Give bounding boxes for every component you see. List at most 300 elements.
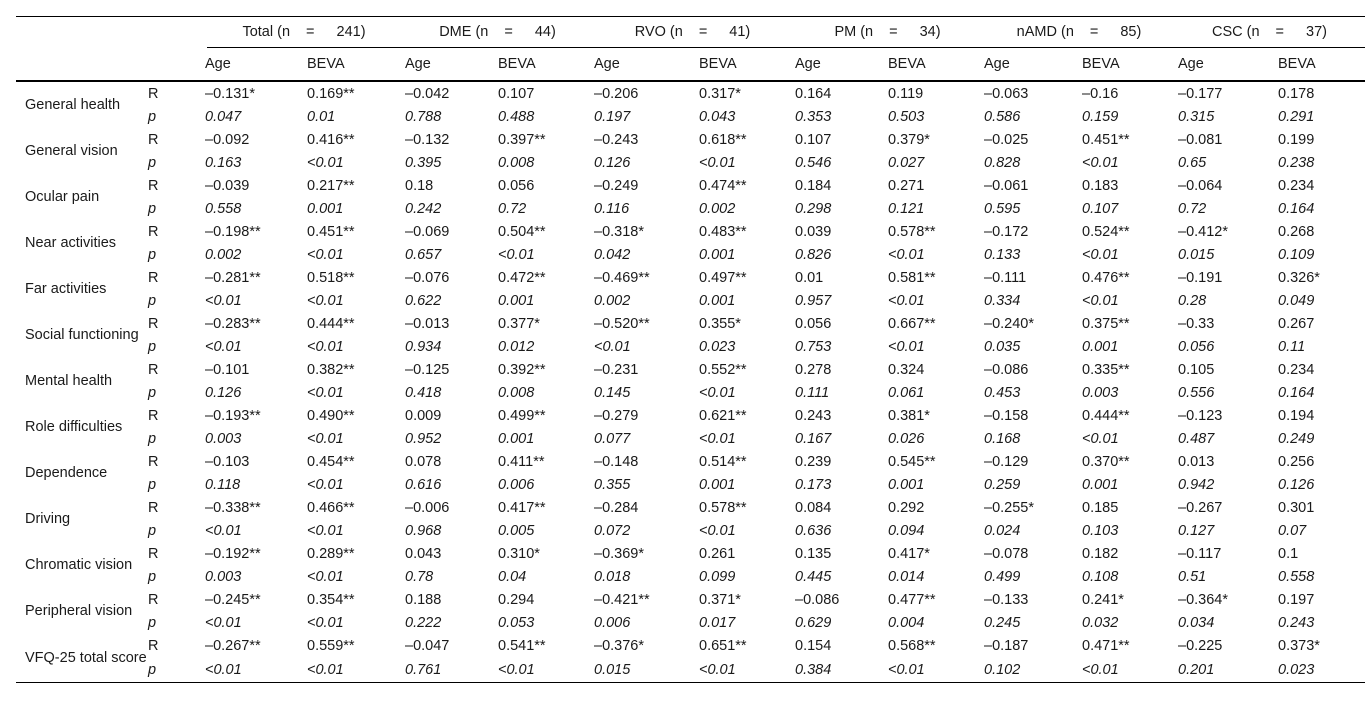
p-value-cell: 0.556: [1178, 384, 1215, 401]
p-value-cell: 0.558: [205, 200, 242, 217]
r-value-cell: 0.184: [795, 177, 832, 194]
p-value-cell: 0.015: [1178, 246, 1215, 263]
beva-column-header: BEVA: [498, 48, 594, 81]
p-value-cell: 0.056: [1178, 338, 1215, 355]
table-row: [16, 657, 1365, 683]
p-value-cell: <0.01: [888, 657, 984, 683]
r-value-cell: –0.086: [984, 361, 1029, 378]
r-value-cell: –0.369*: [594, 545, 644, 562]
stat-label: R: [148, 637, 159, 654]
p-value-cell: 0.622: [405, 292, 442, 309]
p-value-cell: 0.957: [795, 292, 832, 309]
table-row: [16, 611, 1365, 634]
table-row: [16, 312, 1365, 335]
row-label: Mental health: [25, 372, 113, 389]
r-value-cell: 0.499**: [498, 407, 546, 424]
r-value-cell: 0.267: [1278, 315, 1315, 332]
table-row: [16, 588, 1365, 611]
table-row: [16, 174, 1365, 197]
r-value-cell: 0.618**: [699, 131, 747, 148]
r-value-cell: 0.217**: [307, 177, 355, 194]
p-value-cell: 0.164: [1278, 384, 1315, 401]
table-row: [16, 450, 1365, 473]
p-value-cell: 0.109: [1278, 246, 1315, 263]
p-value-cell: 0.395: [405, 154, 442, 171]
r-value-cell: 0.483**: [699, 223, 747, 240]
sub-header-row: [16, 48, 1365, 81]
r-value-cell: 0.354**: [307, 591, 355, 608]
p-value-cell: 0.168: [984, 430, 1021, 447]
p-value-cell: 0.035: [984, 338, 1021, 355]
table-row: [16, 243, 1365, 266]
p-value-cell: 0.315: [1178, 108, 1215, 125]
r-value-cell: –0.187: [984, 637, 1029, 654]
p-value-cell: 0.003: [205, 430, 242, 447]
r-value-cell: 0.056: [498, 177, 535, 194]
p-value-cell: 0.072: [594, 522, 631, 539]
p-value-cell: 0.499: [984, 568, 1021, 585]
r-value-cell: –0.421**: [594, 591, 650, 608]
r-value-cell: –0.283**: [205, 315, 261, 332]
r-value-cell: –0.16: [1082, 85, 1119, 102]
r-value-cell: 0.371*: [699, 591, 741, 608]
group-name: Total (n: [242, 24, 291, 40]
row-label: Chromatic vision: [25, 556, 133, 573]
r-value-cell: 0.621**: [699, 407, 747, 424]
p-value-cell: 0.334: [984, 292, 1021, 309]
r-value-cell: –0.125: [405, 361, 450, 378]
row-label: Role difficulties: [25, 418, 123, 435]
row-label: Dependence: [25, 464, 108, 481]
r-value-cell: 0.013: [1178, 453, 1215, 470]
p-value-cell: 0.001: [1082, 338, 1119, 355]
r-value-cell: –0.081: [1178, 131, 1223, 148]
r-value-cell: 0.078: [405, 453, 442, 470]
p-value-cell: 0.167: [795, 430, 832, 447]
r-value-cell: 0.476**: [1082, 269, 1130, 286]
r-value-cell: 0.243: [795, 407, 832, 424]
p-value-cell: 0.952: [405, 430, 442, 447]
p-value-cell: 0.259: [984, 476, 1021, 493]
p-value-cell: 0.163: [205, 154, 242, 171]
p-value-cell: 0.159: [1082, 108, 1119, 125]
p-value-cell: 0.291: [1278, 108, 1315, 125]
p-value-cell: 0.245: [984, 614, 1021, 631]
p-value-cell: <0.01: [307, 614, 344, 631]
p-value-cell: <0.01: [307, 292, 344, 309]
stat-label: R: [148, 591, 159, 608]
beva-column-header: BEVA: [1278, 48, 1365, 81]
r-value-cell: –0.177: [1178, 85, 1223, 102]
r-value-cell: –0.131*: [205, 85, 255, 102]
r-value-cell: –0.133: [984, 591, 1029, 608]
stat-label: p: [148, 292, 157, 309]
r-value-cell: 0.474**: [699, 177, 747, 194]
r-value-cell: –0.078: [984, 545, 1029, 562]
r-value-cell: –0.086: [795, 591, 840, 608]
r-value-cell: 0.039: [795, 223, 832, 240]
p-value-cell: 0.042: [594, 246, 631, 263]
p-value-cell: <0.01: [1082, 292, 1119, 309]
beva-column-header: BEVA: [699, 48, 795, 81]
r-value-cell: –0.255*: [984, 499, 1034, 516]
p-value-cell: 0.453: [984, 384, 1021, 401]
group-count: 41): [729, 24, 751, 40]
group-name: CSC (n: [1212, 24, 1260, 40]
r-value-cell: –0.132: [405, 131, 450, 148]
r-value-cell: 0.278: [795, 361, 832, 378]
r-value-cell: –0.064: [1178, 177, 1223, 194]
r-value-cell: –0.123: [1178, 407, 1223, 424]
r-value-cell: 0.292: [888, 499, 925, 516]
p-value-cell: 0.103: [1082, 522, 1119, 539]
table-row: [16, 381, 1365, 404]
p-value-cell: 0.72: [1178, 200, 1207, 217]
p-value-cell: 0.121: [888, 200, 925, 217]
r-value-cell: 0.188: [405, 591, 442, 608]
r-value-cell: 0.651**: [699, 637, 747, 654]
r-value-cell: –0.069: [405, 223, 450, 240]
stat-label: R: [148, 545, 159, 562]
p-value-cell: 0.001: [699, 292, 736, 309]
r-value-cell: 0.182: [1082, 545, 1119, 562]
table-row: [16, 197, 1365, 220]
p-value-cell: 0.061: [888, 384, 925, 401]
r-value-cell: 0.451**: [307, 223, 355, 240]
r-value-cell: –0.267**: [205, 637, 261, 654]
p-value-cell: 0.07: [1278, 522, 1307, 539]
r-value-cell: 0.268: [1278, 223, 1315, 240]
row-label: Peripheral vision: [25, 602, 133, 619]
p-value-cell: 0.145: [594, 384, 631, 401]
r-value-cell: –0.013: [405, 315, 450, 332]
r-value-cell: –0.103: [205, 453, 250, 470]
r-value-cell: –0.243: [594, 131, 639, 148]
group-count: 85): [1120, 24, 1142, 40]
group-header: [594, 17, 795, 49]
group-header: [205, 17, 405, 49]
table-body: [16, 81, 1365, 683]
p-value-cell: 0.111: [795, 384, 830, 401]
r-value-cell: 0.135: [795, 545, 832, 562]
r-value-cell: –0.129: [984, 453, 1029, 470]
group-count: 241): [336, 24, 366, 40]
r-value-cell: 0.18: [405, 177, 434, 194]
r-value-cell: –0.231: [594, 361, 639, 378]
r-value-cell: 0.504**: [498, 223, 546, 240]
p-value-cell: <0.01: [1082, 657, 1178, 683]
r-value-cell: 0.301: [1278, 499, 1315, 516]
stat-label: p: [148, 430, 157, 447]
r-value-cell: 0.497**: [699, 269, 747, 286]
row-label: Ocular pain: [25, 188, 100, 205]
r-value-cell: 0.552**: [699, 361, 747, 378]
r-value-cell: 0.392**: [498, 361, 546, 378]
r-value-cell: 0.454**: [307, 453, 355, 470]
r-value-cell: 0.335**: [1082, 361, 1130, 378]
r-value-cell: –0.117: [1178, 545, 1222, 562]
r-value-cell: 0.379*: [888, 131, 930, 148]
r-value-cell: 0.197: [1278, 591, 1315, 608]
r-value-cell: 0.381*: [888, 407, 930, 424]
stat-label: p: [148, 154, 157, 171]
p-value-cell: <0.01: [498, 246, 535, 263]
r-value-cell: –0.047: [405, 637, 450, 654]
beva-column-header: BEVA: [1082, 48, 1178, 81]
row-label: Driving: [25, 510, 71, 527]
group-count: 37): [1306, 24, 1327, 40]
group-header: [405, 17, 594, 49]
p-value-cell: <0.01: [205, 338, 242, 355]
r-value-cell: –0.006: [405, 499, 450, 516]
p-value-cell: 0.047: [205, 108, 242, 125]
p-value-cell: 0.238: [1278, 154, 1315, 171]
p-value-cell: <0.01: [307, 338, 344, 355]
group-equals: =: [306, 24, 315, 40]
p-value-cell: <0.01: [1082, 430, 1119, 447]
p-value-cell: 0.04: [498, 568, 527, 585]
p-value-cell: 0.197: [594, 108, 631, 125]
p-value-cell: 0.51: [1178, 568, 1207, 585]
group-equals: =: [1275, 24, 1285, 40]
age-column-header: Age: [1178, 48, 1278, 81]
r-value-cell: 0.294: [498, 591, 535, 608]
r-value-cell: –0.148: [594, 453, 639, 470]
r-value-cell: –0.249: [594, 177, 639, 194]
p-value-cell: 0.558: [1278, 568, 1315, 585]
r-value-cell: 0.105: [1178, 361, 1215, 378]
stat-label: p: [148, 476, 157, 493]
p-value-cell: <0.01: [205, 614, 242, 631]
r-value-cell: 0.377*: [498, 315, 540, 332]
p-value-cell: 0.001: [307, 200, 344, 217]
group-name: nAMD (n: [1016, 24, 1074, 40]
p-value-cell: 0.968: [405, 522, 442, 539]
age-column-header: Age: [984, 48, 1082, 81]
p-value-cell: <0.01: [307, 384, 344, 401]
r-value-cell: –0.245**: [205, 591, 261, 608]
p-value-cell: <0.01: [594, 338, 631, 355]
p-value-cell: <0.01: [307, 154, 344, 171]
stat-label: p: [148, 246, 157, 263]
group-name: RVO (n: [634, 24, 683, 40]
p-value-cell: <0.01: [699, 522, 736, 539]
p-value-cell: 0.487: [1178, 430, 1215, 447]
p-value-cell: 0.616: [405, 476, 442, 493]
p-value-cell: 0.014: [888, 568, 925, 585]
p-value-cell: 0.249: [1278, 430, 1315, 447]
p-value-cell: 0.116: [594, 200, 630, 217]
r-value-cell: –0.092: [205, 131, 250, 148]
p-value-cell: 0.026: [888, 430, 925, 447]
group-header-row: [16, 17, 1365, 49]
p-value-cell: 0.023: [1278, 657, 1365, 683]
r-value-cell: 0.317*: [699, 85, 741, 102]
r-value-cell: 0.444**: [1082, 407, 1130, 424]
p-value-cell: 0.077: [594, 430, 631, 447]
p-value-cell: 0.546: [795, 154, 832, 171]
r-value-cell: –0.193**: [205, 407, 261, 424]
p-value-cell: <0.01: [307, 657, 405, 683]
p-value-cell: 0.353: [795, 108, 832, 125]
p-value-cell: 0.049: [1278, 292, 1315, 309]
r-value-cell: 0.199: [1278, 131, 1315, 148]
row-label: Social functioning: [25, 326, 139, 343]
p-value-cell: 0.107: [1082, 200, 1119, 217]
r-value-cell: –0.158: [984, 407, 1029, 424]
stat-label: R: [148, 269, 159, 286]
r-value-cell: 0.411**: [498, 453, 545, 470]
stat-label: R: [148, 85, 159, 102]
stat-label: p: [148, 338, 157, 355]
group-name: PM (n: [834, 24, 874, 40]
r-value-cell: 0.107: [795, 131, 832, 148]
r-value-cell: 0.310*: [498, 545, 540, 562]
p-value-cell: 0.28: [1178, 292, 1207, 309]
p-value-cell: 0.001: [699, 246, 736, 263]
r-value-cell: 0.324: [888, 361, 925, 378]
stat-label: R: [148, 407, 159, 424]
p-value-cell: 0.201: [1178, 657, 1278, 683]
p-value-cell: 0.636: [795, 522, 832, 539]
p-value-cell: 0.488: [498, 108, 535, 125]
p-value-cell: 0.027: [888, 154, 925, 171]
p-value-cell: <0.01: [1082, 246, 1119, 263]
p-value-cell: 0.043: [699, 108, 736, 125]
table-row: [16, 151, 1365, 174]
r-value-cell: –0.469**: [594, 269, 650, 286]
p-value-cell: <0.01: [205, 657, 307, 683]
r-value-cell: 0.578**: [699, 499, 747, 516]
beva-column-header: BEVA: [888, 48, 984, 81]
p-value-cell: 0.008: [498, 154, 535, 171]
stat-label: p: [148, 108, 157, 125]
p-value-cell: 0.002: [205, 246, 242, 263]
r-value-cell: 0.241*: [1082, 591, 1124, 608]
p-value-cell: 0.65: [1178, 154, 1207, 171]
r-value-cell: –0.076: [405, 269, 450, 286]
p-value-cell: <0.01: [498, 657, 594, 683]
table-row: [16, 266, 1365, 289]
p-value-cell: 0.78: [405, 568, 434, 585]
r-value-cell: 0.417**: [498, 499, 546, 516]
group-name: DME (n: [439, 24, 489, 40]
table-row: [16, 404, 1365, 427]
p-value-cell: <0.01: [1082, 154, 1119, 171]
row-label: Near activities: [25, 234, 117, 251]
p-value-cell: 0.102: [984, 657, 1082, 683]
p-value-cell: 0.004: [888, 614, 925, 631]
r-value-cell: 0.444**: [307, 315, 355, 332]
r-value-cell: 0.545**: [888, 453, 936, 470]
r-value-cell: –0.061: [984, 177, 1029, 194]
p-value-cell: 0.934: [405, 338, 442, 355]
p-value-cell: <0.01: [888, 338, 925, 355]
r-value-cell: 0.578**: [888, 223, 936, 240]
r-value-cell: 0.239: [795, 453, 832, 470]
table-row: [16, 105, 1365, 128]
r-value-cell: 0.164: [795, 85, 832, 102]
p-value-cell: 0.023: [699, 338, 736, 355]
r-value-cell: 0.1: [1278, 545, 1299, 562]
table-row: [16, 565, 1365, 588]
r-value-cell: 0.581**: [888, 269, 936, 286]
r-value-cell: 0.056: [795, 315, 832, 332]
table-row: [16, 289, 1365, 312]
p-value-cell: 0.015: [594, 657, 699, 683]
r-value-cell: –0.206: [594, 85, 639, 102]
r-value-cell: 0.541**: [498, 637, 546, 654]
r-value-cell: 0.490**: [307, 407, 355, 424]
r-value-cell: –0.338**: [205, 499, 261, 516]
r-value-cell: 0.355*: [699, 315, 741, 332]
stat-label: p: [148, 657, 205, 683]
r-value-cell: 0.382**: [307, 361, 355, 378]
r-value-cell: 0.416**: [307, 131, 355, 148]
p-value-cell: <0.01: [307, 476, 344, 493]
r-value-cell: 0.194: [1278, 407, 1315, 424]
group-equals: =: [504, 24, 513, 40]
p-value-cell: 0.001: [888, 476, 925, 493]
group-equals: =: [698, 24, 708, 40]
r-value-cell: –0.33: [1178, 315, 1215, 332]
p-value-cell: <0.01: [307, 430, 344, 447]
p-value-cell: 0.094: [888, 522, 925, 539]
r-value-cell: –0.376*: [594, 637, 644, 654]
r-value-cell: –0.279: [594, 407, 639, 424]
r-value-cell: –0.192**: [205, 545, 261, 562]
p-value-cell: 0.753: [795, 338, 832, 355]
p-value-cell: 0.003: [205, 568, 242, 585]
p-value-cell: 0.126: [1278, 476, 1315, 493]
group-equals: =: [889, 24, 898, 40]
p-value-cell: 0.006: [498, 476, 535, 493]
p-value-cell: 0.008: [498, 384, 535, 401]
p-value-cell: 0.942: [1178, 476, 1215, 493]
p-value-cell: 0.001: [498, 292, 535, 309]
p-value-cell: 0.053: [498, 614, 535, 631]
p-value-cell: 0.003: [1082, 384, 1119, 401]
p-value-cell: 0.127: [1178, 522, 1215, 539]
p-value-cell: 0.242: [405, 200, 442, 217]
stat-label: p: [148, 200, 157, 217]
p-value-cell: 0.108: [1082, 568, 1119, 585]
r-value-cell: –0.284: [594, 499, 639, 516]
p-value-cell: 0.445: [795, 568, 832, 585]
r-value-cell: 0.261: [699, 545, 736, 562]
p-value-cell: 0.657: [405, 246, 442, 263]
r-value-cell: 0.256: [1278, 453, 1315, 470]
p-value-cell: 0.788: [405, 108, 442, 125]
p-value-cell: 0.173: [795, 476, 832, 493]
table-row: [16, 542, 1365, 565]
table-row: [16, 634, 1365, 657]
age-column-header: Age: [594, 48, 699, 81]
p-value-cell: 0.72: [498, 200, 527, 217]
p-value-cell: 0.11: [1278, 338, 1306, 355]
r-value-cell: –0.042: [405, 85, 450, 102]
p-value-cell: 0.164: [1278, 200, 1315, 217]
p-value-cell: 0.761: [405, 657, 498, 683]
r-value-cell: 0.524**: [1082, 223, 1130, 240]
p-value-cell: 0.032: [1082, 614, 1119, 631]
r-value-cell: 0.477**: [888, 591, 936, 608]
stat-label: R: [148, 315, 159, 332]
r-value-cell: 0.375**: [1082, 315, 1130, 332]
stat-label: p: [148, 614, 157, 631]
stat-label: p: [148, 522, 157, 539]
correlation-table: [16, 16, 1365, 683]
